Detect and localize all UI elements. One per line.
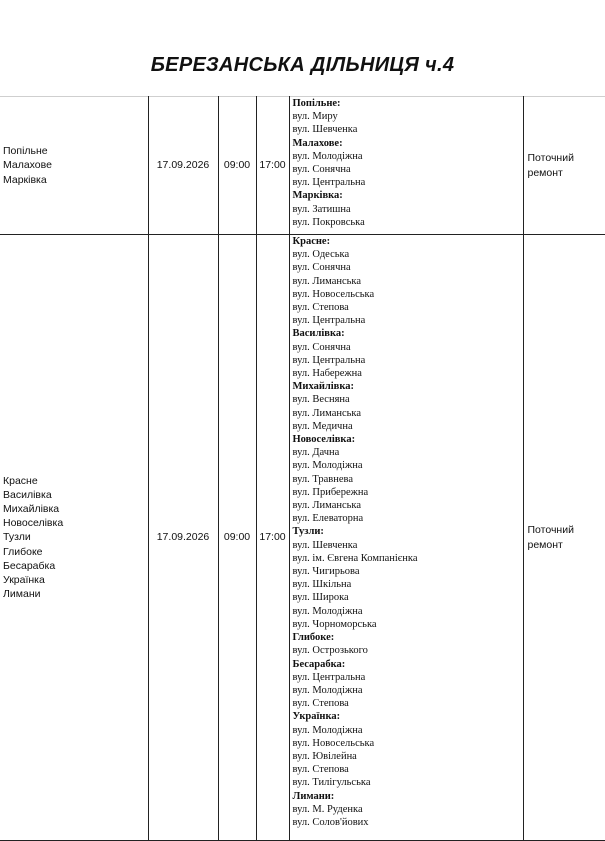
street-name: вул. Лиманська bbox=[293, 407, 523, 420]
street-name: вул. Острозького bbox=[293, 644, 523, 657]
street-name: вул. Весняна bbox=[293, 393, 523, 406]
date-cell: 17.09.2026 bbox=[148, 97, 218, 235]
street-name: вул. Молодіжна bbox=[293, 459, 523, 472]
locality-name: Новоселівка bbox=[3, 516, 148, 530]
start-time-cell: 09:00 bbox=[218, 97, 256, 235]
street-name: вул. Травнева bbox=[293, 473, 523, 486]
street-name: вул. Сонячна bbox=[293, 341, 523, 354]
work-type-text: Поточний bbox=[528, 523, 605, 537]
date-cell: 17.09.2026 bbox=[148, 235, 218, 841]
work-type-text: Поточний bbox=[528, 151, 605, 165]
work-type-cell bbox=[523, 235, 605, 841]
locality-name: Попільне bbox=[3, 144, 148, 158]
street-name: вул. Молодіжна bbox=[293, 684, 523, 697]
street-name: вул. Сонячна bbox=[293, 261, 523, 274]
street-name: вул. Центральна bbox=[293, 354, 523, 367]
street-name: вул. Новосельська bbox=[293, 288, 523, 301]
street-name: вул. Центральна bbox=[293, 671, 523, 684]
village-heading: Українка: bbox=[293, 710, 523, 723]
street-name: вул. Тилігульська bbox=[293, 776, 523, 789]
work-type-text: ремонт bbox=[528, 166, 605, 180]
locality-name: Тузли bbox=[3, 530, 148, 544]
locality-name: Глибоке bbox=[3, 545, 148, 559]
street-name: вул. Центральна bbox=[293, 176, 523, 189]
village-heading: Михайлівка: bbox=[293, 380, 523, 393]
street-name: вул. Прибережна bbox=[293, 486, 523, 499]
street-name: вул. Покровська bbox=[293, 216, 523, 229]
village-heading: Марківка: bbox=[293, 189, 523, 202]
street-name: вул. Широка bbox=[293, 591, 523, 604]
street-name: вул. Чигирьова bbox=[293, 565, 523, 578]
locality-name: Василівка bbox=[3, 488, 148, 502]
locality-name: Михайлівка bbox=[3, 502, 148, 516]
streets-cell bbox=[289, 235, 523, 841]
street-name: вул. Чорноморська bbox=[293, 618, 523, 631]
village-heading: Попільне: bbox=[293, 97, 523, 110]
street-name: вул. Степова bbox=[293, 763, 523, 776]
street-name: вул. ім. Євгена Компанієнка bbox=[293, 552, 523, 565]
street-name: вул. Дачна bbox=[293, 446, 523, 459]
street-name: вул. Молодіжна bbox=[293, 150, 523, 163]
work-type-text: ремонт bbox=[528, 538, 605, 552]
street-name: вул. Шкільна bbox=[293, 578, 523, 591]
street-name: вул. Центральна bbox=[293, 314, 523, 327]
street-name: вул. Елеваторна bbox=[293, 512, 523, 525]
localities-cell bbox=[0, 97, 148, 235]
locality-name: Марківка bbox=[3, 173, 148, 187]
village-heading: Малахове: bbox=[293, 137, 523, 150]
page-title: БЕРЕЗАНСЬКА ДІЛЬНИЦЯ ч.4 bbox=[0, 54, 605, 77]
street-name: вул. Новосельська bbox=[293, 737, 523, 750]
locality-name: Бесарабка bbox=[3, 559, 148, 573]
street-name: вул. Молодіжна bbox=[293, 605, 523, 618]
village-heading: Лимани: bbox=[293, 790, 523, 803]
street-name: вул. Шевченка bbox=[293, 539, 523, 552]
village-heading: Глибоке: bbox=[293, 631, 523, 644]
street-name: вул. М. Руденка bbox=[293, 803, 523, 816]
table-row bbox=[0, 97, 605, 235]
end-time-cell: 17:00 bbox=[256, 235, 289, 841]
village-heading: Василівка: bbox=[293, 327, 523, 340]
work-type-cell bbox=[523, 97, 605, 235]
village-heading: Красне: bbox=[293, 235, 523, 248]
street-name: вул. Лиманська bbox=[293, 499, 523, 512]
street-name: вул. Молодіжна bbox=[293, 724, 523, 737]
street-name: вул. Шевченка bbox=[293, 123, 523, 136]
street-name: вул. Миру bbox=[293, 110, 523, 123]
schedule-table bbox=[0, 96, 605, 841]
street-name: вул. Лиманська bbox=[293, 275, 523, 288]
street-name: вул. Набережна bbox=[293, 367, 523, 380]
locality-name: Красне bbox=[3, 474, 148, 488]
street-name: вул. Степова bbox=[293, 697, 523, 710]
street-name: вул. Медична bbox=[293, 420, 523, 433]
localities-cell bbox=[0, 235, 148, 841]
street-name: вул. Одеська bbox=[293, 248, 523, 261]
table-row bbox=[0, 235, 605, 841]
end-time-cell: 17:00 bbox=[256, 97, 289, 235]
locality-name: Малахове bbox=[3, 158, 148, 172]
street-name: вул. Солов'йових bbox=[293, 816, 523, 829]
village-heading: Новоселівка: bbox=[293, 433, 523, 446]
street-name: вул. Ювілейна bbox=[293, 750, 523, 763]
village-heading: Тузли: bbox=[293, 525, 523, 538]
streets-cell bbox=[289, 97, 523, 235]
street-name: вул. Сонячна bbox=[293, 163, 523, 176]
village-heading: Бесарабка: bbox=[293, 658, 523, 671]
locality-name: Лимани bbox=[3, 587, 148, 601]
street-name: вул. Степова bbox=[293, 301, 523, 314]
locality-name: Українка bbox=[3, 573, 148, 587]
street-name: вул. Затишна bbox=[293, 203, 523, 216]
start-time-cell: 09:00 bbox=[218, 235, 256, 841]
